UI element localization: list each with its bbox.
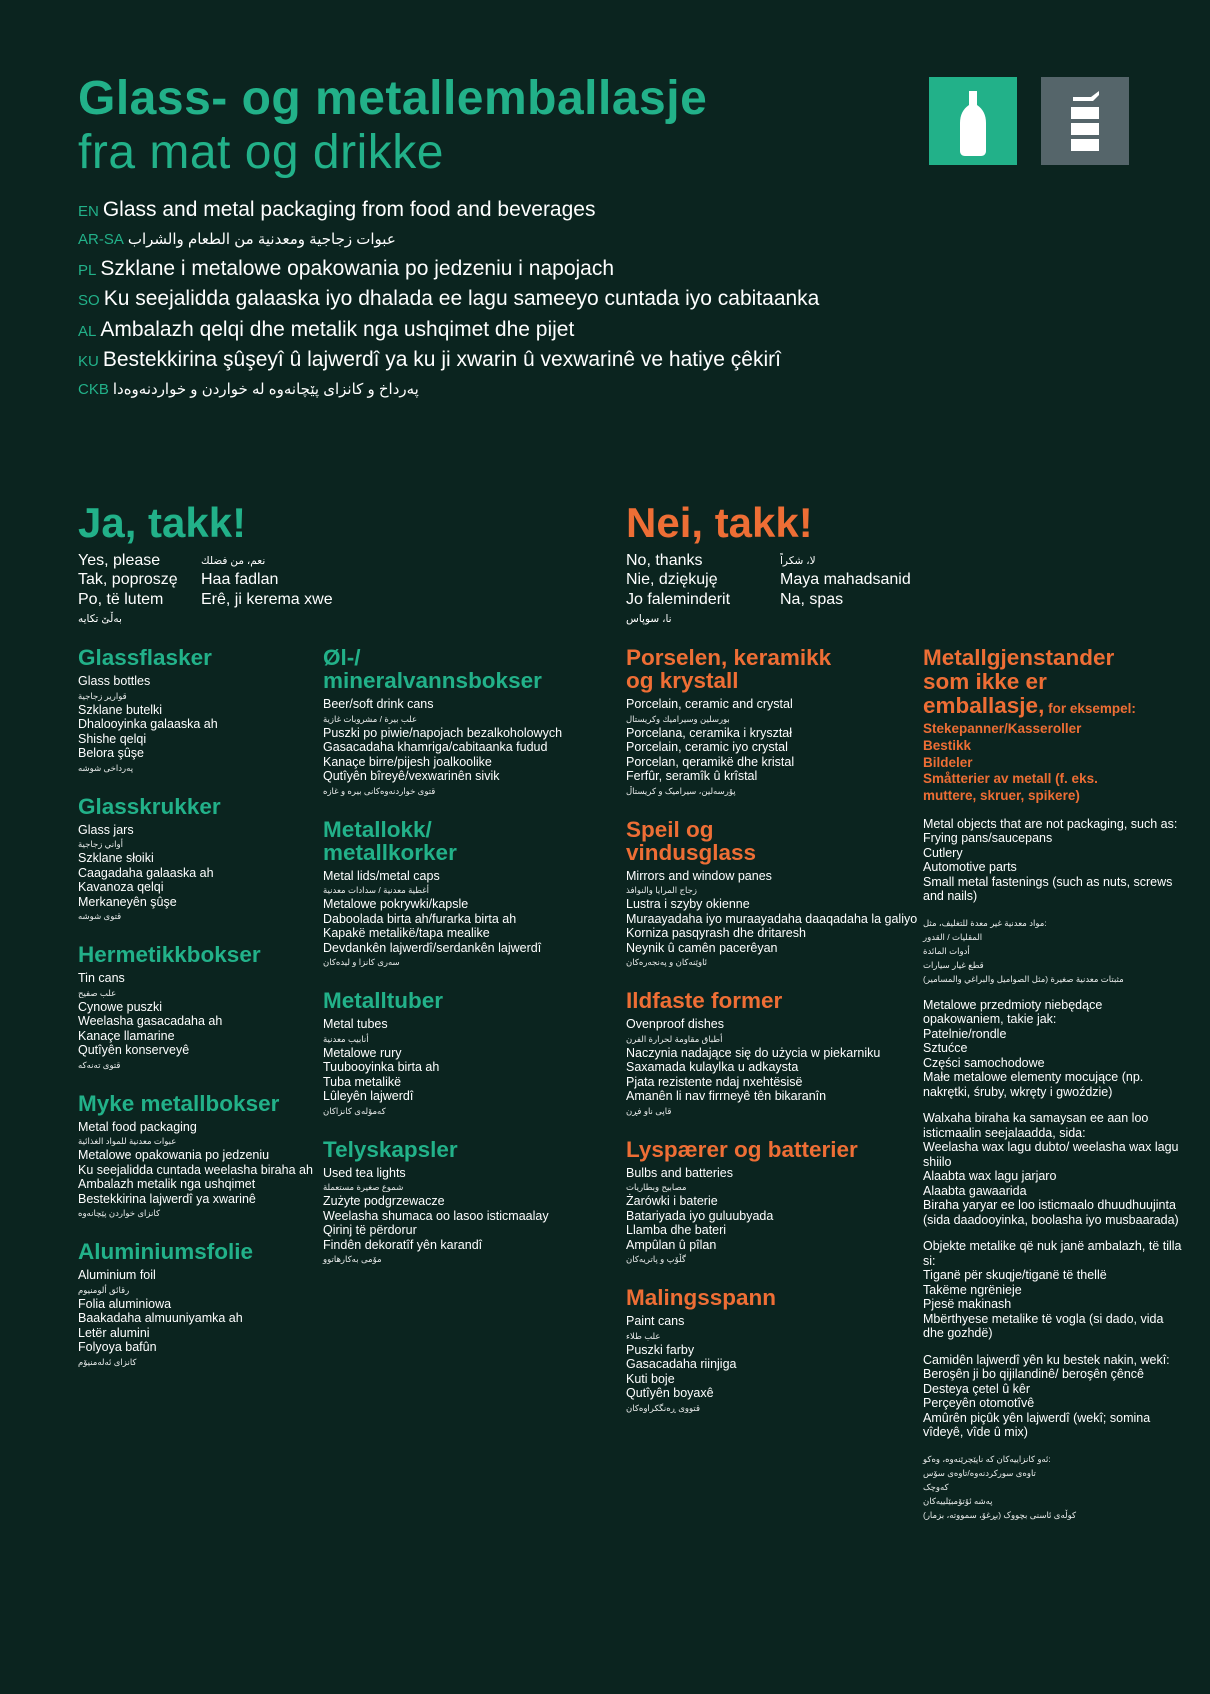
category-item: کانزای ئەلەمنیۆم — [78, 1356, 137, 1367]
category-item: کەمۆلەی کانزاکان — [323, 1105, 386, 1116]
language-code: PL — [78, 261, 97, 279]
category-title-line: Øl-/ — [323, 645, 361, 670]
category-item: Tuubooyinka birta ah — [323, 1060, 440, 1074]
examples-list — [923, 721, 1185, 805]
category-item: عبوات معدنية للمواد الغذائية — [78, 1136, 177, 1146]
phrase — [201, 610, 371, 628]
category-item: Bulbs and batteries — [626, 1165, 734, 1180]
category-item: Amanên li nav firrneyê tên bikaranîn — [626, 1089, 827, 1103]
example-item: Stekepanner/Kasseroller — [923, 721, 1082, 736]
category-item: أنابيب معدنية — [323, 1033, 369, 1044]
language-code: SO — [78, 292, 100, 310]
category-item: Beer/soft drink cans — [323, 697, 434, 711]
language-code: KU — [78, 353, 99, 371]
category-title-line: Speil og — [626, 816, 714, 842]
yes-phrases — [78, 552, 371, 629]
category-item: Neynik û camên pacerêyan — [626, 940, 778, 955]
category-item: Merkaneyên şûşe — [78, 894, 177, 909]
no-section — [626, 498, 950, 629]
category-title: Lyspærer og batterier — [626, 1136, 858, 1162]
category-title: Ildfaste former — [626, 988, 783, 1013]
paragraph-line: مواد معدنية غير معدة للتغليف، مثل: — [923, 917, 1047, 928]
category-item: Metal food packaging — [78, 1119, 197, 1134]
no-phrases — [626, 552, 950, 629]
paragraph-line: Małe metalowe elementy mocujące (np. nakrętki, śruby, wkręty i gwoździe) — [923, 1070, 1144, 1099]
language-text: Szklane i metalowe opakowania po jedzeniu i napojach — [100, 256, 615, 280]
phrase: No, thanks — [626, 552, 703, 569]
language-line — [78, 226, 1118, 254]
language-text: Ku seejalidda galaaska iyo dhalada ee lagu sameeyo cuntada iyo cabitaanka — [103, 287, 820, 311]
paragraph-line: Patelnie/rondle — [923, 1026, 1007, 1041]
language-list — [78, 196, 1118, 405]
category-item: مصابيح وبطاريات — [626, 1182, 687, 1192]
title-line-2: fra mat og drikke — [78, 126, 444, 179]
translation-paragraph — [923, 1111, 1185, 1227]
translation-paragraph — [923, 817, 1185, 904]
category-item: Puszki farby — [626, 1342, 695, 1357]
paragraph-line: Camidên lajwerdî yên ku bestek nakin, wekî: — [923, 1352, 1170, 1367]
page-title — [78, 72, 938, 180]
category-title: Hermetikkbokser — [78, 942, 261, 967]
category-item: Shishe qelqi — [78, 731, 147, 746]
phrase: Haa fadlan — [201, 571, 279, 589]
category-item: Gasacadaha riinjiga — [626, 1357, 737, 1371]
paragraph-line: المقليات / القدور — [923, 931, 983, 942]
category — [78, 795, 308, 924]
category-item: Lûleyên lajwerdî — [323, 1089, 414, 1103]
paragraph-line: Mbërthyese metalike të vogla (si dado, vida dhe gozhdë) — [923, 1311, 1164, 1341]
category-title-line: Porselen, keramikk — [626, 645, 832, 670]
category-item: قاپی ناو فڕن — [626, 1105, 672, 1116]
column-yes-2 — [323, 646, 598, 1286]
category-title-line: mineralvannsbokser — [323, 668, 542, 693]
category-item: Korniza pasqyrash dhe dritaresh — [626, 926, 806, 940]
category-item: Ampûlan û pîlan — [626, 1237, 717, 1252]
language-line — [78, 316, 1118, 346]
category-item: Ovenproof dishes — [626, 1017, 724, 1031]
paragraph-line: Metalowe przedmioty niebędące opakowaniem, takie jak: — [923, 997, 1103, 1027]
category — [323, 818, 598, 970]
paragraph-line: ئەو کانزاییەکان کە ناپێچرێنەوە، وەکو: — [923, 1453, 1051, 1464]
category-item: قتووی ڕەنگکراوەکان — [626, 1402, 701, 1413]
category-item: Qutîyên boyaxê — [626, 1386, 714, 1400]
paragraph-line: Alaabta gawaarida — [923, 1183, 1027, 1198]
category-item: أغطية معدنية / سدادات معدنية — [323, 885, 430, 895]
category-item: Batariyada iyo guluubyada — [626, 1208, 774, 1223]
paragraph-line: Weelasha wax lagu dubto/ weelasha wax lagu shiilo — [923, 1140, 1179, 1169]
no-title: Nei, takk! — [626, 499, 813, 546]
language-text: Glass and metal packaging from food and beverages — [102, 198, 596, 221]
paragraph-line: قطع غيار سيارات — [923, 959, 984, 970]
paragraph-line: کوڵەی ئاسنی بچووک (بڕغۆ، سمووتە، بزمار) — [923, 1509, 1077, 1520]
category-title — [323, 818, 598, 864]
paragraph-line: Biraha yaryar ee loo isticmaalo dhuudhuujinta (sida daadooyinka, boolasha iyo musbaarada) — [923, 1198, 1179, 1227]
category-item: Lustra i szyby okienne — [626, 897, 750, 911]
category-item: Żarówki i baterie — [626, 1194, 718, 1208]
category-item: Dhalooyinka galaaska ah — [78, 717, 218, 731]
category-item: Devdankên lajwerdî/serdankên lajwerdî — [323, 940, 542, 955]
paragraph-line: Small metal fastenings (such as nuts, screws and nails) — [923, 874, 1173, 904]
category-item: علب صفيح — [78, 987, 117, 998]
paragraph-line: Metal objects that are not packaging, such as: — [923, 816, 1178, 831]
phrase: نعم، من فضلك — [201, 555, 266, 567]
category-item: Szklane butelki — [78, 702, 163, 717]
category-item: Used tea lights — [323, 1165, 406, 1180]
category-title — [626, 646, 916, 692]
paragraph-line: Cutlery — [923, 845, 963, 860]
language-line — [78, 346, 1118, 376]
category-item: Ambalazh metalik nga ushqimet — [78, 1177, 256, 1191]
paragraph-line: Perçeyên otomotîvê — [923, 1396, 1035, 1411]
phrase: نا، سوپاس — [626, 613, 672, 626]
category-title: Aluminiumsfolie — [78, 1239, 254, 1264]
category-item: Glass jars — [78, 822, 134, 837]
column-yes-1 — [78, 645, 313, 1389]
paragraph-line: Sztućce — [923, 1041, 968, 1056]
category-item: أطباق مقاومة لحرارة الفرن — [626, 1033, 723, 1044]
category-item: Llamba dhe bateri — [626, 1223, 727, 1237]
paragraph-line: Desteya çetel û kêr — [923, 1381, 1030, 1396]
translations-list — [923, 817, 1185, 1522]
paragraph-line: Alaabta wax lagu jarjaro — [923, 1169, 1057, 1184]
category — [78, 943, 308, 1072]
paragraph-line: Tiganë për skuqje/tiganë të thellë — [923, 1268, 1107, 1283]
category — [626, 1138, 916, 1267]
category-title: Myke metallbokser — [78, 1090, 280, 1116]
category-item: Porcelan, qeramikë dhe kristal — [626, 754, 795, 769]
category-item: گڵۆپ و پاتریەکان — [626, 1254, 686, 1264]
translation-paragraph — [923, 1239, 1185, 1341]
phrase: Yes, please — [78, 552, 161, 569]
bottle-icon — [929, 77, 1017, 165]
category-item: Kanaçe llamarine — [78, 1028, 175, 1043]
phrase: Erê, ji kerema xwe — [201, 590, 333, 608]
category-item: ئاوێنەکان و پەنجەرەکان — [626, 957, 708, 967]
phrase: Na, spas — [780, 590, 844, 608]
category-title: Metalltuber — [323, 988, 444, 1013]
category-item: Ferfûr, seramîk û krîstal — [626, 769, 758, 783]
category-title — [323, 646, 598, 692]
category-item: پەرداخی شوشە — [78, 762, 134, 773]
paragraph-line: تاوەی سورکردنەوە/تاوەی سۆس — [923, 1467, 1036, 1478]
category — [323, 646, 598, 798]
category-item: سەری کانزا و لیدەکان — [323, 957, 400, 967]
language-line — [78, 255, 1118, 285]
paragraph-line: Frying pans/saucepans — [923, 831, 1053, 846]
category — [626, 1286, 916, 1415]
category — [78, 1240, 308, 1369]
category-item: Weelasha gasacadaha ah — [78, 1014, 223, 1028]
category-item: Metalowe rury — [323, 1045, 402, 1060]
category-item: Gasacadaha khamriga/cabitaanka fudud — [323, 740, 548, 754]
phrase: Po, të lutem — [78, 590, 164, 608]
translation-paragraph — [923, 1353, 1185, 1440]
category-item: علب بيرة / مشروبات غازية — [323, 713, 418, 724]
category-title — [626, 818, 916, 864]
category-item: Kapakë metalikë/tapa mealike — [323, 926, 490, 940]
category — [78, 1090, 313, 1221]
category-item: Paint cans — [626, 1314, 685, 1328]
phrase: بەڵێ تکایە — [78, 613, 122, 626]
category-title-line: Metallokk/ — [323, 816, 432, 842]
category — [78, 646, 308, 775]
category-item: Cynowe puszki — [78, 999, 163, 1014]
phrase: Tak, poproszę — [78, 571, 178, 589]
category-item: Qutîyên bîreyê/vexwarinên sivik — [323, 769, 500, 783]
category-item: Puszki po piwie/napojach bezalkoholowych — [323, 725, 563, 740]
phrase: Nie, dziękuję — [626, 571, 718, 589]
category-title: Malingsspann — [626, 1285, 777, 1310]
column-no-1 — [626, 646, 916, 1435]
metal-objects-title — [923, 646, 1185, 721]
title-suffix: for eksempel: — [1044, 701, 1136, 716]
category-item: Saxamada kulaylka u adkaysta — [626, 1060, 799, 1074]
language-code: EN — [78, 203, 99, 220]
phrase — [780, 610, 950, 628]
category-item: پۆرسەلین، سیرامیک و کریستاڵ — [626, 785, 736, 796]
category-item: Daboolada birta ah/furarka birta ah — [323, 911, 517, 926]
category-item: Letër alumini — [78, 1325, 150, 1340]
title-line: som ikke er — [923, 669, 1047, 694]
category-item: Ku seejalidda cuntada weelasha biraha ah — [78, 1162, 313, 1177]
category — [626, 818, 916, 970]
language-text: پەرداخ و کانزای پێچانەوە لە خواردن و خواردنەوەدا — [112, 381, 419, 399]
category-item: Bestekkirina lajwerdî ya xwarinê — [78, 1191, 256, 1206]
translation-paragraph — [923, 916, 1185, 986]
translation-paragraph — [923, 998, 1185, 1100]
category-item: Weelasha shumaca oo lasoo isticmaalay — [323, 1208, 549, 1223]
category-item: Kavanoza qelqi — [78, 880, 164, 894]
category — [323, 1138, 598, 1267]
example-item: muttere, skruer, spikere) — [923, 788, 1080, 804]
category-item: کانزای خواردن پێچانەوە — [78, 1208, 161, 1218]
category-item: Metal lids/metal caps — [323, 868, 440, 883]
category-item: قتوی تەنەکە — [78, 1059, 121, 1070]
category-item: Porcelain, ceramic and crystal — [626, 697, 793, 711]
category-title: Telyskapsler — [323, 1136, 458, 1162]
language-text: Ambalazh qelqi dhe metalik nga ushqimet dhe pijet — [100, 317, 575, 341]
category — [626, 989, 916, 1118]
category-item: Kuti boje — [626, 1371, 675, 1386]
category-item: بورسلين وسيراميك وكريستال — [626, 713, 730, 724]
category-item: علب طلاء — [626, 1330, 661, 1341]
paragraph-line: پەشە ئۆتۆمبێلییەکان — [923, 1495, 993, 1506]
category-item: Qirinj të përdorur — [323, 1223, 417, 1237]
title-line-1: Glass- og metallemballasje — [78, 72, 708, 125]
category-title-line: vindusglass — [626, 839, 757, 865]
paragraph-line: Amûrên piçûk yên lajwerdî (wekî; somina vîdeyê, vîde û mix) — [923, 1410, 1151, 1440]
language-code: AR-SA — [78, 231, 124, 249]
category-item: Aluminium foil — [78, 1268, 156, 1282]
title-line: Metallgjenstander — [923, 645, 1115, 670]
paragraph-line: Automotive parts — [923, 860, 1017, 875]
category-title: Glasskrukker — [78, 793, 221, 819]
category-item: قوارير زجاجية — [78, 690, 127, 701]
category-title-line: og krystall — [626, 668, 739, 693]
category-item: Belora şûşe — [78, 746, 145, 760]
language-line — [78, 196, 1118, 226]
category-item: Zużyte podgrzewacze — [323, 1194, 445, 1208]
paragraph-line: Takëme ngrënieje — [923, 1282, 1022, 1297]
category-item: مۆمی بەکارهاتوو — [323, 1254, 382, 1264]
language-text: Bestekkirina şûşeyî û lajwerdî ya ku ji xwarin û vexwarinê ve hatiye çêkirî — [102, 348, 781, 372]
language-line — [78, 285, 1118, 315]
title-line: emballasje, — [923, 693, 1045, 718]
category — [626, 646, 916, 798]
category-item: Baakadaha almuuniyamka ah — [78, 1311, 243, 1325]
category-title: Glassflasker — [78, 645, 212, 670]
column-no-2 — [923, 646, 1185, 1522]
example-item: Småtterier av metall (f. eks. — [923, 771, 1098, 787]
yes-title: Ja, takk! — [78, 499, 247, 546]
category-item: Caagadaha galaaska ah — [78, 865, 214, 880]
paragraph-line: کەوچک — [923, 1481, 949, 1492]
example-item: Bildeler — [923, 754, 973, 770]
category-item: Porcelana, ceramika i kryształ — [626, 725, 793, 740]
category — [323, 989, 598, 1118]
example-item: Bestikk — [923, 737, 972, 753]
phrase: Maya mahadsanid — [780, 571, 911, 589]
paragraph-line: مثبتات معدنية صغيرة (مثل الصواميل والبراغي والمسامير) — [923, 973, 1124, 984]
paragraph-line: Części samochodowe — [923, 1055, 1045, 1070]
category-item: رقائق ألومنيوم — [78, 1284, 130, 1295]
category-item: Naczynia nadające się do użycia w piekarniku — [626, 1045, 881, 1060]
category-item: Qutîyên konserveyê — [78, 1043, 190, 1057]
category-item: أواني زجاجية — [78, 839, 123, 849]
category-item: Mirrors and window panes — [626, 868, 772, 883]
phrase: Jo faleminderit — [626, 590, 731, 608]
can-icon — [1041, 77, 1129, 165]
category-item: Muraayadaha iyo muraayadaha daaqadaha la galiyo — [626, 911, 918, 926]
category-item: Folia aluminiowa — [78, 1296, 172, 1311]
language-line — [78, 376, 1118, 404]
category-item: Metalowe opakowania po jedzeniu — [78, 1148, 270, 1162]
category-title-line: metallkorker — [323, 839, 457, 865]
yes-section — [78, 498, 371, 629]
language-code: AL — [78, 322, 97, 340]
category-item: Metal tubes — [323, 1017, 388, 1031]
paragraph-line: Objekte metalike që nuk janë ambalazh, të tilla si: — [923, 1239, 1182, 1268]
category-item: Porcelain, ceramic iyo crystal — [626, 740, 788, 754]
category-item: Glass bottles — [78, 674, 151, 688]
category-item: Findên dekoratîf yên karandî — [323, 1237, 483, 1252]
paragraph-line: Pjesë makinash — [923, 1297, 1012, 1312]
paragraph-line: أدوات المائدة — [923, 945, 970, 956]
paragraph-line: Walxaha biraha ka samaysan ee aan loo isticmaalin seejalaadda, sida: — [923, 1111, 1149, 1140]
language-text: عبوات زجاجية ومعدنية من الطعام والشراب — [127, 231, 396, 249]
category-item: زجاج المرايا والنوافذ — [626, 885, 697, 895]
translation-paragraph — [923, 1452, 1185, 1522]
language-code: CKB — [78, 381, 109, 399]
category-item: Metalowe pokrywki/kapsle — [323, 897, 469, 911]
paragraph-line: Beroşên ji bo qijilandinê/ beroşên çêncê — [923, 1367, 1144, 1382]
category-item: Tin cans — [78, 971, 125, 985]
category-item: قتوی شوشە — [78, 911, 122, 921]
category-item: Folyoya bafûn — [78, 1340, 157, 1354]
category-item: Tuba metalikë — [323, 1074, 402, 1089]
category-item: قتوی خواردنەوەکانی بیرە و غازە — [323, 785, 436, 796]
category-item: شموع صغيرة مستعملة — [323, 1182, 404, 1192]
category-item: Szklane słoiki — [78, 851, 154, 865]
category-item: Kanaçe birre/pijesh joalkoolike — [323, 754, 492, 769]
phrase: لا، شكراً — [780, 555, 816, 567]
category-item: Pjata rezistente ndaj nxehtësisë — [626, 1074, 803, 1089]
